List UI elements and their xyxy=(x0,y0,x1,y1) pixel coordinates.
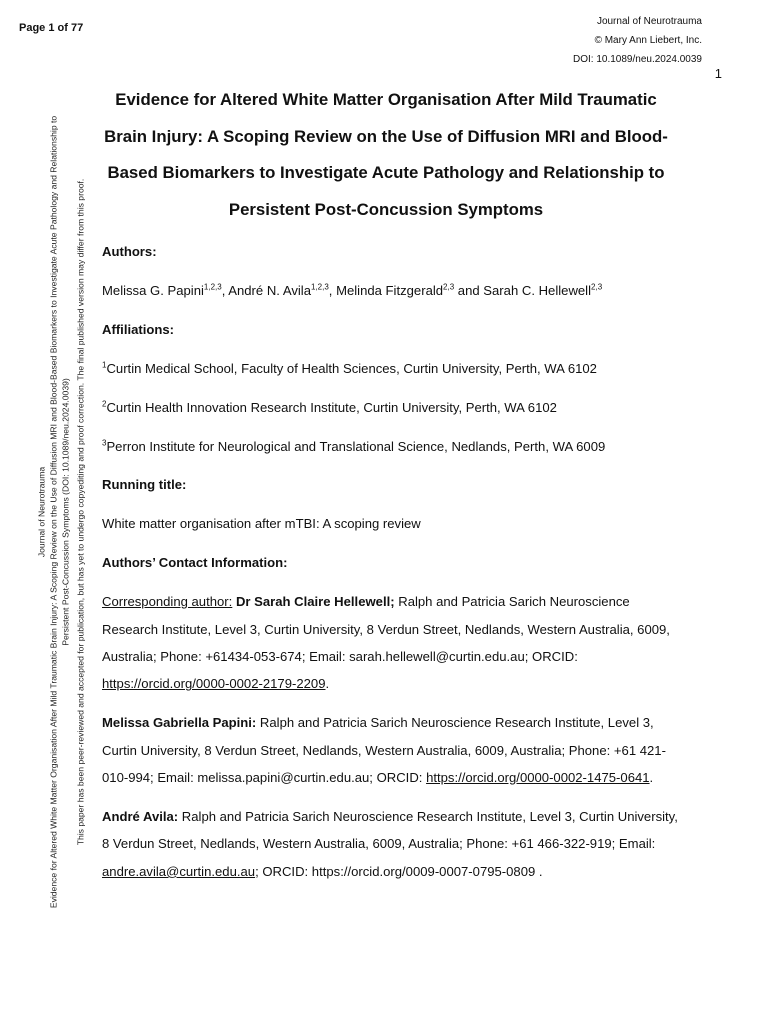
journal-name: Journal of Neurotrauma xyxy=(596,16,702,27)
author-affil-sup: 2,3 xyxy=(443,282,455,292)
author-name: André N. Avila xyxy=(228,282,311,298)
sidebar-notice xyxy=(36,82,87,942)
author-name: Sarah C. Hellewell xyxy=(483,282,592,298)
corresponding-details: Ralph and Patricia Sarich Neuroscience Research Institute, Level 3, Curtin University, 8 Verdun Street, Nedlands, Western Australia, 6009, Australia; Phone: +61434-053-674; Email: sarah.hellewell@curtin.edu.au; ORCID: xyxy=(102,594,670,664)
authors-list xyxy=(102,277,680,304)
front-matter xyxy=(102,238,680,897)
page-label: Page 1 of 77 xyxy=(19,22,84,34)
sidebar-article-doi: Persistent Post-Concussion Symptoms (DOI: 10.1089/neu.2024.0039) xyxy=(60,378,70,646)
contact-heading: Authors’ Contact Information: xyxy=(102,555,288,571)
affiliation-number: 3 xyxy=(102,438,107,448)
avila-name: André Avila: xyxy=(102,809,179,824)
punctuation: . xyxy=(325,676,330,692)
avila-details: Ralph and Patricia Sarich Neuroscience Research Institute, Level 3, Curtin University, 8 Verdun Street, Nedlands, Western Australia, 6009, Australia; Phone: +61 466-322-919; Email: xyxy=(102,809,678,852)
affiliation xyxy=(102,394,680,421)
doi: DOI: 10.1089/neu.2024.0039 xyxy=(573,54,702,65)
author-separator: and xyxy=(454,282,484,298)
orcid-link[interactable]: https://orcid.org/0000-0002-1475-0641 xyxy=(426,770,650,786)
author-separator: , xyxy=(221,282,229,298)
author-separator: , xyxy=(328,282,337,298)
author-name: Melinda Fitzgerald xyxy=(336,282,444,298)
authors-heading: Authors: xyxy=(102,244,157,259)
affiliation xyxy=(102,433,680,460)
running-title-heading: Running title: xyxy=(102,477,187,493)
running-title: White matter organisation after mTBI: A scoping review xyxy=(102,516,421,532)
affiliation-text: Curtin Health Innovation Research Institute, Curtin University, Perth, WA 6102 xyxy=(106,399,557,415)
sidebar-proof-notice: This paper has been peer-reviewed and accepted for publication, but has yet to undergo copyediting and proof correction. The final published version may differ from this proof. xyxy=(75,178,86,846)
publisher: © Mary Ann Liebert, Inc. xyxy=(594,35,702,46)
paper-title: Evidence for Altered White Matter Organisation After Mild Traumatic Brain Injury: A Scoping Review on the Use of Diffusion MRI and Blood-Based Biomarkers to Investigate Acute Pathology and Relationship to Persistent Post-Concussion Symptoms xyxy=(104,90,668,219)
papini-contact xyxy=(102,709,680,791)
affiliation-number: 2 xyxy=(102,399,107,409)
affiliation xyxy=(102,355,680,382)
email-link[interactable]: andre.avila@curtin.edu.au xyxy=(102,863,256,879)
corresponding-name: Dr Sarah Claire Hellewell; xyxy=(235,594,395,610)
affiliations-heading: Affiliations: xyxy=(102,321,175,337)
corresponding-label: Corresponding author: xyxy=(102,594,233,610)
papini-details: Ralph and Patricia Sarich Neuroscience Research Institute, Level 3, Curtin University, 8 Verdun Street, Nedlands, Western Australia, 6009, Australia; Phone: +61 421-010-994; Email: melissa.papini@curtin.edu.au; ORCID: xyxy=(102,715,666,786)
author-name: Melissa G. Papini xyxy=(102,282,204,298)
affiliation-number: 1 xyxy=(102,360,107,370)
page-number: 1 xyxy=(714,66,722,81)
avila-orcid: ; ORCID: https://orcid.org/0009-0007-0795-0809 . xyxy=(255,863,543,879)
author-affil-sup: 1,2,3 xyxy=(310,282,329,292)
avila-contact xyxy=(102,803,680,885)
papini-name: Melissa Gabriella Papini: xyxy=(102,715,257,731)
corresponding-author-contact xyxy=(102,588,680,698)
orcid-link[interactable]: https://orcid.org/0000-0002-2179-2209 xyxy=(102,676,326,692)
author-affil-sup: 2,3 xyxy=(591,282,603,292)
affiliation-text: Curtin Medical School, Faculty of Health Sciences, Curtin University, Perth, WA 6102 xyxy=(106,360,597,376)
sidebar-article-title: Evidence for Altered White Matter Organisation After Mild Traumatic Brain Injury: A Scoping Review on the Use of Diffusion MRI and Blood-Based Biomarkers to Investigate Acute Pathology and Relationship to xyxy=(48,115,59,909)
author-affil-sup: 1,2,3 xyxy=(203,282,222,292)
affiliation-text: Perron Institute for Neurological and Translational Science, Nedlands, Perth, WA 6009 xyxy=(106,438,606,454)
journal-header xyxy=(573,12,722,81)
punctuation: . xyxy=(649,770,654,786)
sidebar-journal: Journal of Neurotrauma xyxy=(36,466,47,558)
